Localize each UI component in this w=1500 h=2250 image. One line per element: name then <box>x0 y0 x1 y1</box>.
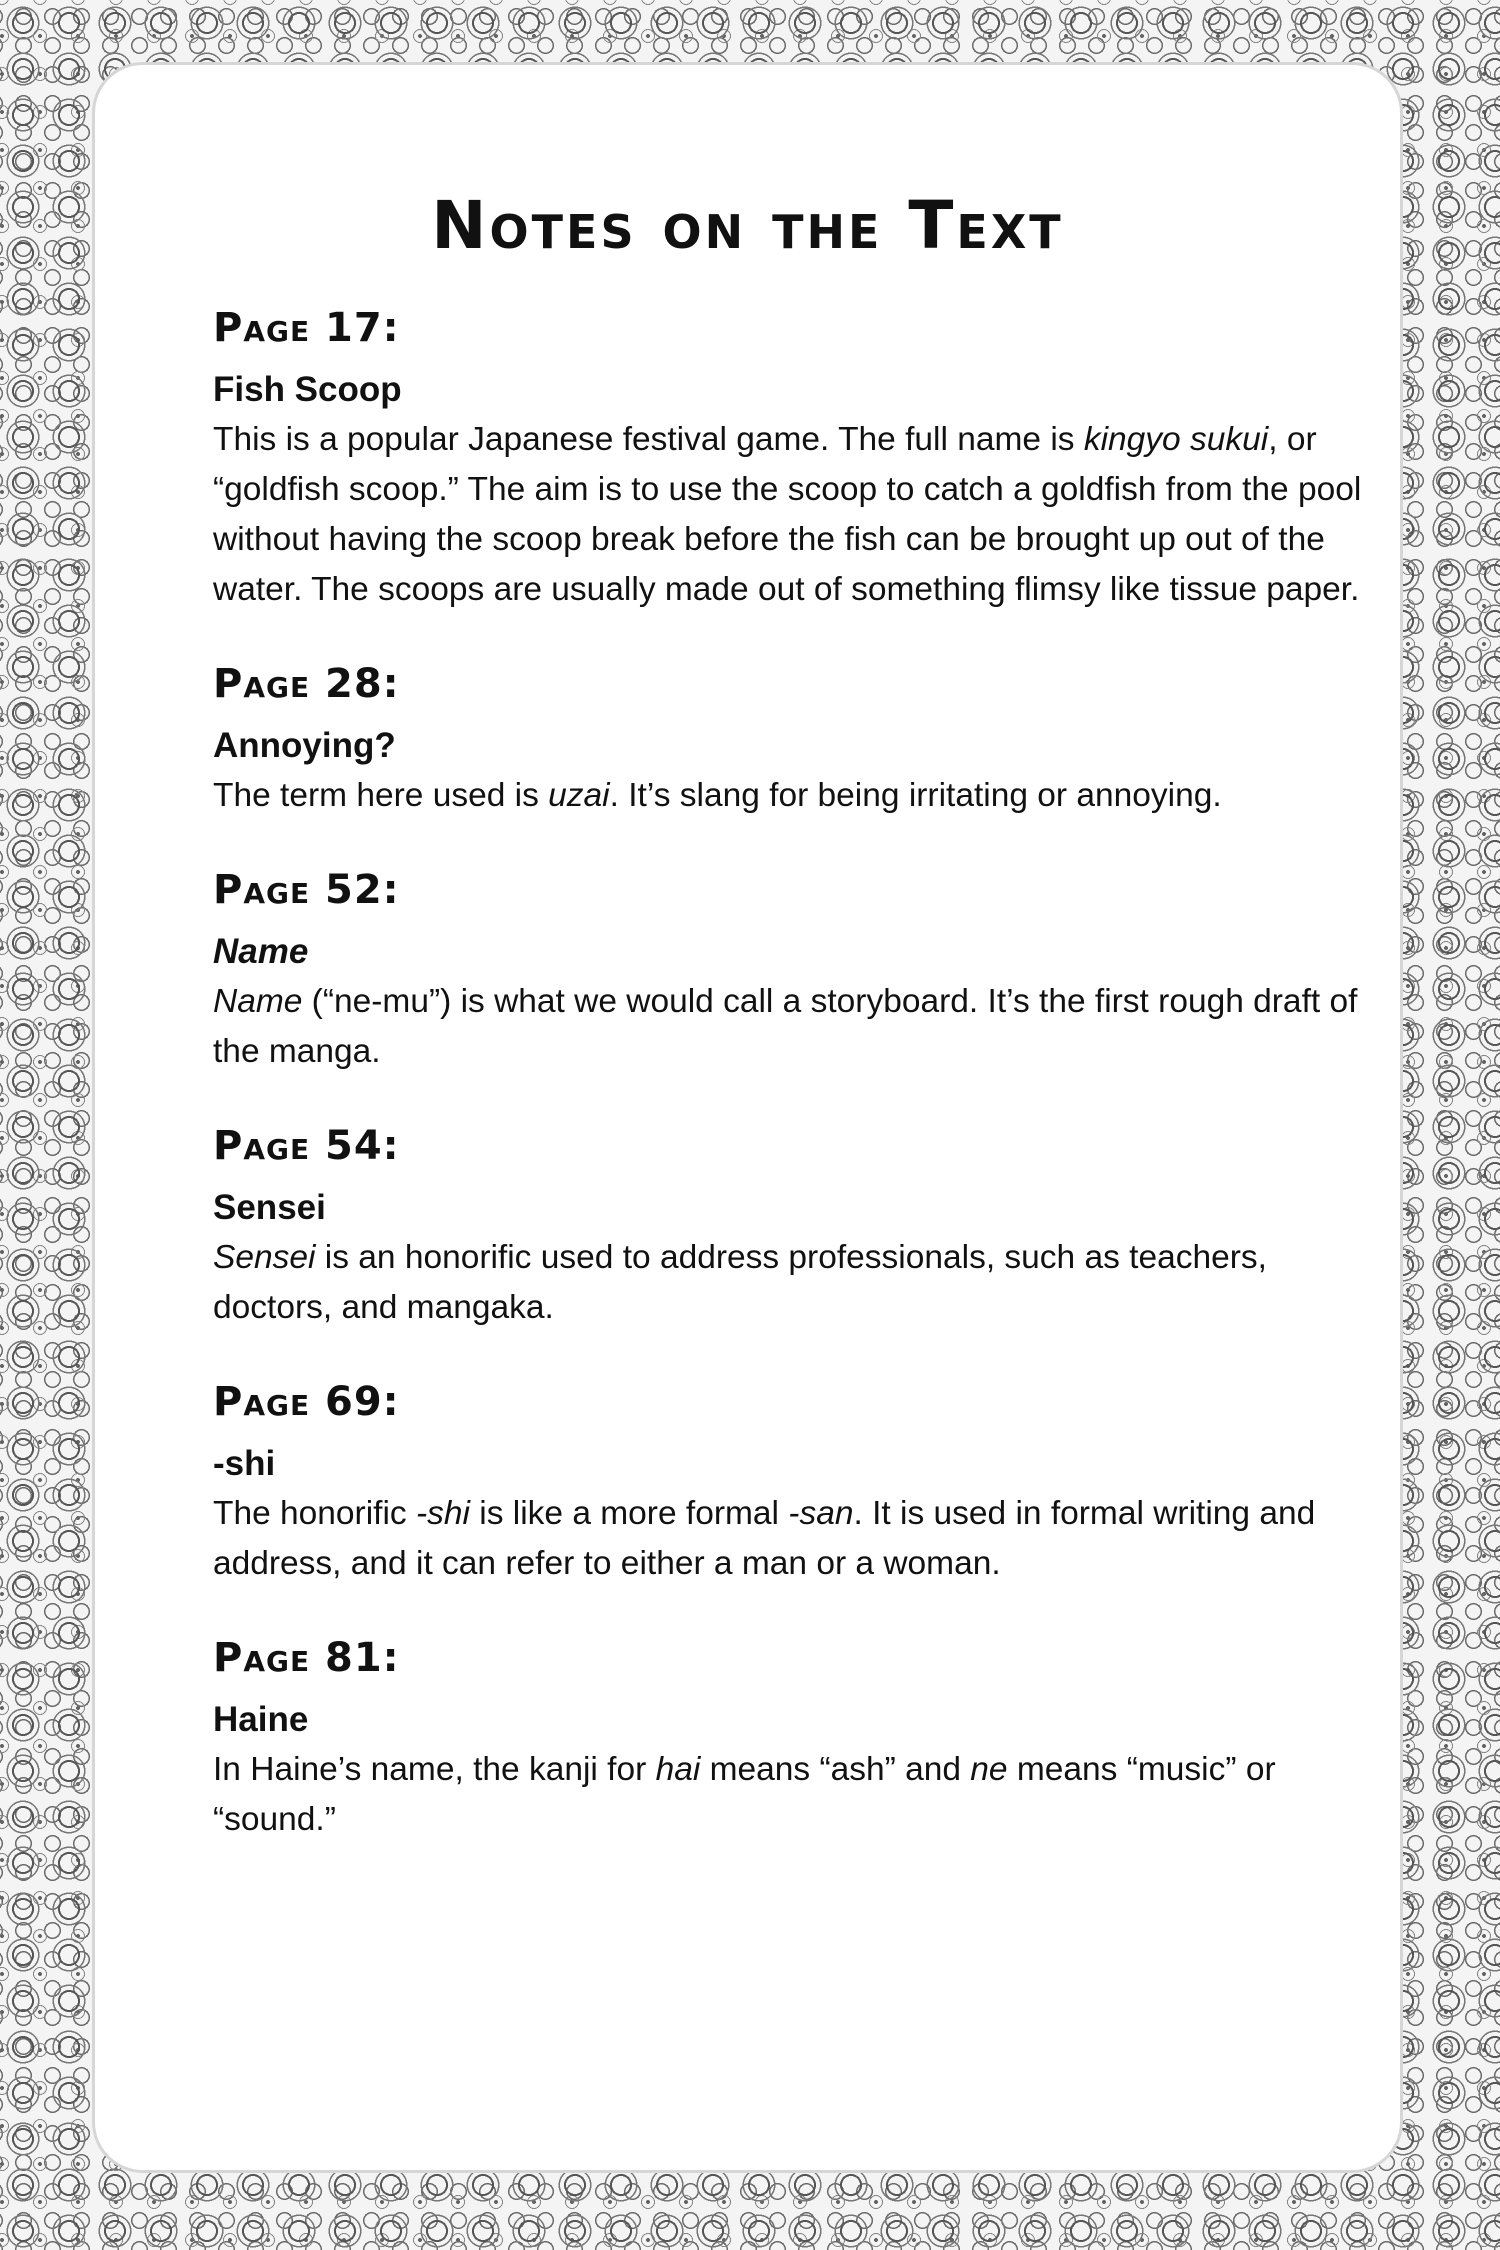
content-panel <box>95 65 1400 2170</box>
note-section <box>213 1123 1373 1333</box>
text-run: means “music” or “sound.” <box>213 1751 1276 1838</box>
text-run: The term here used is <box>213 777 549 814</box>
text-run: . It is used in formal writing and address, and it can refer to either a man or a woman. <box>213 1495 1316 1582</box>
page-reference-heading: Page 69: <box>213 1379 400 1425</box>
italic-text-run: kingyo sukui <box>1083 421 1269 458</box>
note-section <box>213 661 1373 821</box>
note-body <box>213 415 1373 615</box>
notes-list <box>213 305 1373 1891</box>
text-run: (“ne-mu”) is what we would call a storyboard. It’s the first rough draft of the manga. <box>213 983 1358 1070</box>
page-reference-heading: Page 28: <box>213 661 400 707</box>
note-term: -shi <box>213 1444 276 1483</box>
text-run: , or “goldfish scoop.” The aim is to use the scoop to catch a goldfish from the pool without having the scoop break before the fish can be brought up out of the water. The scoops are usually made out of something flimsy like tissue paper. <box>213 421 1362 608</box>
note-term: Haine <box>213 1700 309 1739</box>
note-term: Annoying? <box>213 726 396 765</box>
note-section <box>213 305 1373 615</box>
italic-text-run: uzai <box>548 777 610 814</box>
page-reference-heading: Page 17: <box>213 305 400 351</box>
text-run: . It’s slang for being irritating or annoying. <box>609 777 1222 814</box>
note-section <box>213 1379 1373 1589</box>
note-body <box>213 977 1373 1077</box>
italic-text-run: Name <box>213 983 303 1020</box>
note-body <box>213 1745 1373 1845</box>
text-run: is like a more formal <box>469 1495 789 1532</box>
note-section <box>213 1635 1373 1845</box>
page-reference-heading: Page 54: <box>213 1123 400 1169</box>
italic-text-run: -shi <box>415 1495 470 1532</box>
text-run: This is a popular Japanese festival game. The full name is <box>213 421 1084 458</box>
text-run: means “ash” and <box>700 1751 971 1788</box>
text-run: In Haine’s name, the kanji for <box>213 1751 656 1788</box>
page-reference-heading: Page 81: <box>213 1635 400 1681</box>
italic-text-run: hai <box>655 1751 701 1788</box>
note-term: Sensei <box>213 1188 326 1227</box>
page-title: Notes on the Text <box>431 187 1064 264</box>
note-body <box>213 771 1373 821</box>
note-term: Fish Scoop <box>213 370 402 409</box>
page-reference-heading: Page 52: <box>213 867 400 913</box>
note-body <box>213 1489 1373 1589</box>
text-run: is an honorific used to address professionals, such as teachers, doctors, and mangaka. <box>213 1239 1267 1326</box>
text-run: The honorific <box>213 1495 416 1532</box>
italic-text-run: ne <box>970 1751 1008 1788</box>
italic-text-run: Sensei <box>213 1239 316 1276</box>
note-body <box>213 1233 1373 1333</box>
italic-text-run: -san <box>788 1495 854 1532</box>
note-section <box>213 867 1373 1077</box>
note-term: Name <box>213 932 309 971</box>
